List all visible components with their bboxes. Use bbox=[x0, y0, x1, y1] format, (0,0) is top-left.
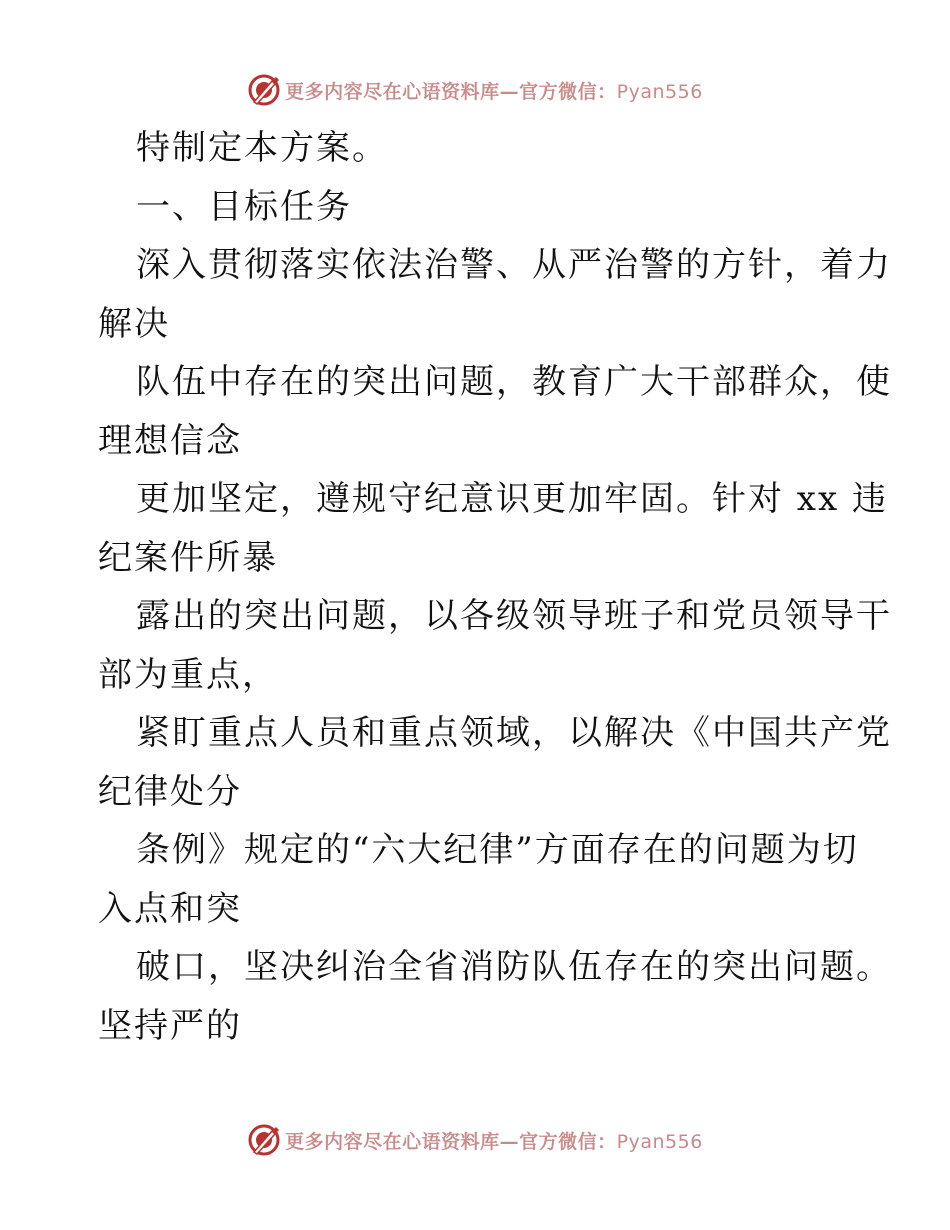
document-body bbox=[98, 119, 892, 1055]
text-line: 条例》规定的“六大纪律”方面存在的问题为切 bbox=[136, 830, 859, 870]
text-line: 紧盯重点人员和重点领域，以解决《中国共产党 bbox=[136, 713, 892, 753]
text-line: 纪案件所暴 bbox=[98, 537, 278, 578]
text-line: 破口，坚决纠治全省消防队伍存在的突出问题。 bbox=[136, 947, 892, 987]
text-line: 纪律处分 bbox=[98, 771, 242, 812]
text-line: 部为重点， bbox=[98, 654, 278, 695]
footer-watermark-text: 更多内容尽在心语资料库—官方微信：Pyan556 bbox=[285, 1130, 703, 1153]
text-line: 特制定本方案。 bbox=[136, 128, 388, 168]
text-line: 队伍中存在的突出问题，教育广大干部群众，使 bbox=[136, 362, 892, 402]
text-line: 解决 bbox=[98, 303, 170, 344]
footer-watermark bbox=[0, 1120, 950, 1160]
text-line: 深入贯彻落实依法治警、从严治警的方针，着力 bbox=[136, 245, 892, 285]
pen-logo-icon bbox=[247, 73, 281, 107]
pen-logo-icon bbox=[247, 1123, 281, 1157]
text-line: 一、目标任务 bbox=[136, 186, 352, 227]
text-line: 入点和突 bbox=[98, 888, 242, 929]
text-line: 更加坚定，遵规守纪意识更加牢固。针对 xx 违 bbox=[136, 479, 888, 519]
header-watermark-text: 更多内容尽在心语资料库—官方微信：Pyan556 bbox=[285, 80, 703, 103]
text-line: 露出的突出问题，以各级领导班子和党员领导干 bbox=[136, 596, 892, 636]
header-watermark bbox=[0, 70, 950, 110]
text-line: 理想信念 bbox=[98, 420, 242, 461]
text-line: 坚持严的 bbox=[98, 1005, 242, 1046]
